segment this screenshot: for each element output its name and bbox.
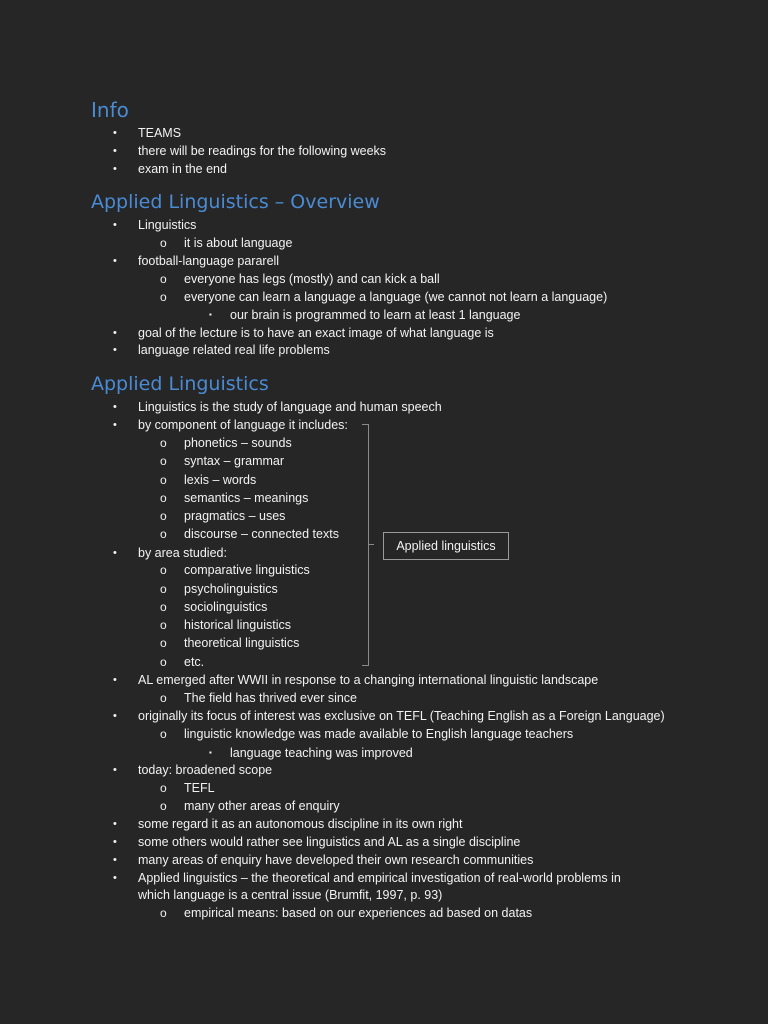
al-component-item: lexis – words bbox=[184, 473, 257, 487]
sub-bullet-marker: o bbox=[160, 473, 167, 487]
bullet-marker: • bbox=[113, 327, 117, 339]
al-area-item: historical linguistics bbox=[184, 618, 291, 632]
sub-bullet-marker: o bbox=[160, 655, 167, 669]
overview-brain: our brain is programmed to learn at least 1 language bbox=[230, 308, 521, 322]
bullet-marker: • bbox=[113, 818, 117, 830]
sub-bullet-marker: o bbox=[160, 781, 167, 795]
al-component-item: phonetics – sounds bbox=[184, 436, 292, 450]
al-today: today: broadened scope bbox=[138, 763, 273, 777]
al-area-item: psycholinguistics bbox=[184, 582, 278, 596]
heading-info: Info bbox=[91, 98, 129, 122]
bullet-marker: • bbox=[113, 764, 117, 776]
bracket-pointer bbox=[368, 544, 374, 545]
al-component-item: discourse – connected texts bbox=[184, 527, 339, 541]
bullet-marker: • bbox=[113, 145, 117, 157]
al-focus: originally its focus of interest was exclusive on TEFL (Teaching English as a Foreign Language) bbox=[138, 709, 665, 723]
info-item-teams: TEAMS bbox=[138, 126, 182, 140]
overview-linguistics: Linguistics bbox=[138, 218, 197, 232]
al-component-item: semantics – meanings bbox=[184, 491, 309, 505]
info-item-exam: exam in the end bbox=[138, 162, 227, 176]
bullet-marker: • bbox=[113, 547, 117, 559]
overview-about-language: it is about language bbox=[184, 236, 293, 250]
bullet-marker: • bbox=[113, 344, 117, 356]
sub-bullet-marker: o bbox=[160, 618, 167, 632]
bullet-marker: • bbox=[113, 401, 117, 413]
sub-bullet-marker: o bbox=[160, 727, 167, 741]
sub-bullet-marker: o bbox=[160, 272, 167, 286]
al-improved: language teaching was improved bbox=[230, 746, 413, 760]
applied-linguistics-callout: Applied linguistics bbox=[383, 532, 509, 560]
bullet-marker: • bbox=[113, 872, 117, 884]
bullet-marker: • bbox=[113, 836, 117, 848]
info-item-readings: there will be readings for the following weeks bbox=[138, 144, 387, 158]
al-single: some others would rather see linguistics and AL as a single discipline bbox=[138, 835, 521, 849]
square-bullet-marker: ▪ bbox=[209, 310, 212, 319]
al-area-item: sociolinguistics bbox=[184, 600, 268, 614]
sub-bullet-marker: o bbox=[160, 799, 167, 813]
al-tefl: TEFL bbox=[184, 781, 215, 795]
al-empirical: empirical means: based on our experiences ad based on datas bbox=[184, 906, 533, 920]
overview-football: football-language pararell bbox=[138, 254, 280, 268]
sub-bullet-marker: o bbox=[160, 691, 167, 705]
al-communities: many areas of enquiry have developed their own research communities bbox=[138, 853, 534, 867]
al-area-item: comparative linguistics bbox=[184, 563, 310, 577]
overview-learn: everyone can learn a language a language (we cannot not learn a language) bbox=[184, 290, 608, 304]
sub-bullet-marker: o bbox=[160, 436, 167, 450]
sub-bullet-marker: o bbox=[160, 236, 167, 250]
heading-applied-linguistics: Applied Linguistics bbox=[91, 373, 269, 395]
sub-bullet-marker: o bbox=[160, 509, 167, 523]
al-enquiry: many other areas of enquiry bbox=[184, 799, 340, 813]
al-component-item: pragmatics – uses bbox=[184, 509, 286, 523]
bullet-marker: • bbox=[113, 419, 117, 431]
sub-bullet-marker: o bbox=[160, 454, 167, 468]
bullet-marker: • bbox=[113, 674, 117, 686]
overview-goal: goal of the lecture is to have an exact image of what language is bbox=[138, 326, 494, 340]
al-thrived: The field has thrived ever since bbox=[184, 691, 358, 705]
al-area-item: etc. bbox=[184, 655, 205, 669]
bullet-marker: • bbox=[113, 163, 117, 175]
sub-bullet-marker: o bbox=[160, 527, 167, 541]
heading-overview: Applied Linguistics – Overview bbox=[91, 191, 380, 213]
al-autonomous: some regard it as an autonomous discipline in its own right bbox=[138, 817, 463, 831]
al-emerged: AL emerged after WWII in response to a changing international linguistic landscape bbox=[138, 673, 599, 687]
al-definition-line-2: which language is a central issue (Brumfit, 1997, p. 93) bbox=[138, 888, 443, 902]
al-study: Linguistics is the study of language and human speech bbox=[138, 400, 442, 414]
square-bullet-marker: ▪ bbox=[209, 748, 212, 757]
bullet-marker: • bbox=[113, 219, 117, 231]
sub-bullet-marker: o bbox=[160, 563, 167, 577]
al-knowledge: linguistic knowledge was made available to English language teachers bbox=[184, 727, 574, 741]
bullet-marker: • bbox=[113, 710, 117, 722]
al-definition-line-1: Applied linguistics – the theoretical and empirical investigation of real-world problems in bbox=[138, 871, 621, 885]
bullet-marker: • bbox=[113, 854, 117, 866]
right-brace-bracket bbox=[362, 424, 369, 666]
sub-bullet-marker: o bbox=[160, 906, 167, 920]
al-component: by component of language it includes: bbox=[138, 418, 348, 432]
sub-bullet-marker: o bbox=[160, 491, 167, 505]
overview-problems: language related real life problems bbox=[138, 343, 330, 357]
al-area: by area studied: bbox=[138, 546, 227, 560]
bullet-marker: • bbox=[113, 255, 117, 267]
al-area-item: theoretical linguistics bbox=[184, 636, 300, 650]
al-component-item: syntax – grammar bbox=[184, 454, 285, 468]
overview-legs: everyone has legs (mostly) and can kick a ball bbox=[184, 272, 440, 286]
bullet-marker: • bbox=[113, 127, 117, 139]
sub-bullet-marker: o bbox=[160, 636, 167, 650]
sub-bullet-marker: o bbox=[160, 582, 167, 596]
sub-bullet-marker: o bbox=[160, 290, 167, 304]
sub-bullet-marker: o bbox=[160, 600, 167, 614]
